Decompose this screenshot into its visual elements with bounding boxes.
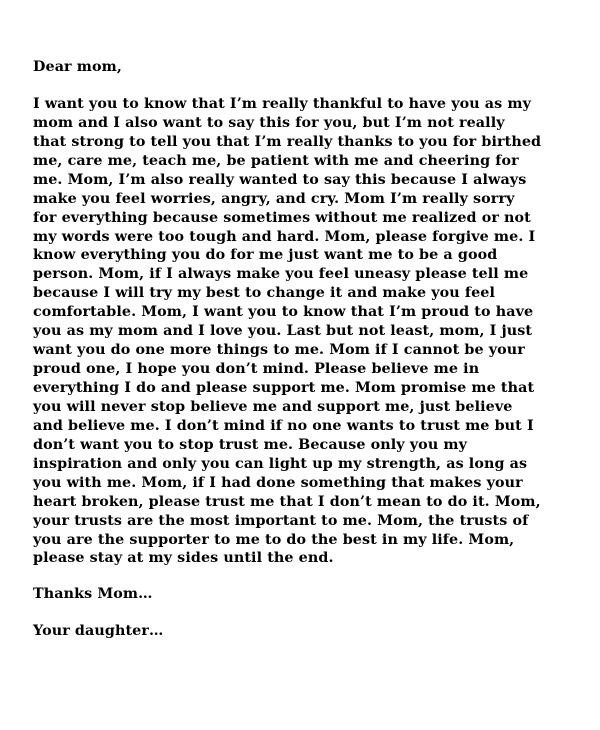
body-line: and believe me. I don’t mind if no one wants to trust me but I	[33, 417, 534, 434]
body-line: me. Mom, I’m also really wanted to say this because I always	[33, 171, 527, 188]
letter-content	[33, 58, 578, 641]
body-line: you with me. Mom, if I had done something that makes your	[33, 474, 523, 491]
body-line: for everything because sometimes without me realized or not	[33, 209, 531, 226]
body-line: proud one, I hope you don’t mind. Please believe me in	[33, 361, 480, 378]
body-line: know everything you do for me just want me to be a good	[33, 247, 498, 264]
letter-closing: Thanks Mom…	[33, 586, 153, 603]
body-line: person. Mom, if I always make you feel uneasy please tell me	[33, 266, 529, 283]
letter-body	[33, 95, 578, 568]
body-line: my words were too tough and hard. Mom, please forgive me. I	[33, 228, 536, 245]
body-line: want you do one more things to me. Mom if I cannot be your	[33, 342, 525, 359]
body-line: you will never stop believe me and support me, just believe	[33, 398, 513, 415]
body-line: because I will try my best to change it and make you feel	[33, 285, 496, 302]
body-line: me, care me, teach me, be patient with me and cheering for	[33, 152, 519, 169]
body-line: don’t want you to stop trust me. Because only you my	[33, 436, 468, 453]
body-line: heart broken, please trust me that I don’t mean to do it. Mom,	[33, 493, 541, 510]
letter-signature: Your daughter…	[33, 623, 164, 640]
letter-salutation: Dear mom,	[33, 59, 122, 75]
body-line: comfortable. Mom, I want you to know that I’m proud to have	[33, 304, 534, 321]
body-line: that strong to tell you that I’m really thanks to you for birthed	[33, 133, 542, 150]
body-line: your trusts are the most important to me. Mom, the trusts of	[33, 512, 529, 529]
body-line: you as my mom and I love you. Last but not least, mom, I just	[33, 323, 533, 340]
body-line: you are the supporter to me to do the best in my life. Mom,	[33, 531, 515, 548]
body-line: I want you to know that I’m really thankful to have you as my	[33, 95, 532, 112]
body-line: everything I do and please support me. Mom promise me that	[33, 380, 535, 397]
body-line: mom and I also want to say this for you, but I’m not really	[33, 114, 505, 131]
body-line: make you feel worries, angry, and cry. Mom I’m really sorry	[33, 190, 515, 207]
body-line: please stay at my sides until the end.	[33, 550, 334, 567]
body-line: inspiration and only you can light up my strength, as long as	[33, 455, 528, 472]
